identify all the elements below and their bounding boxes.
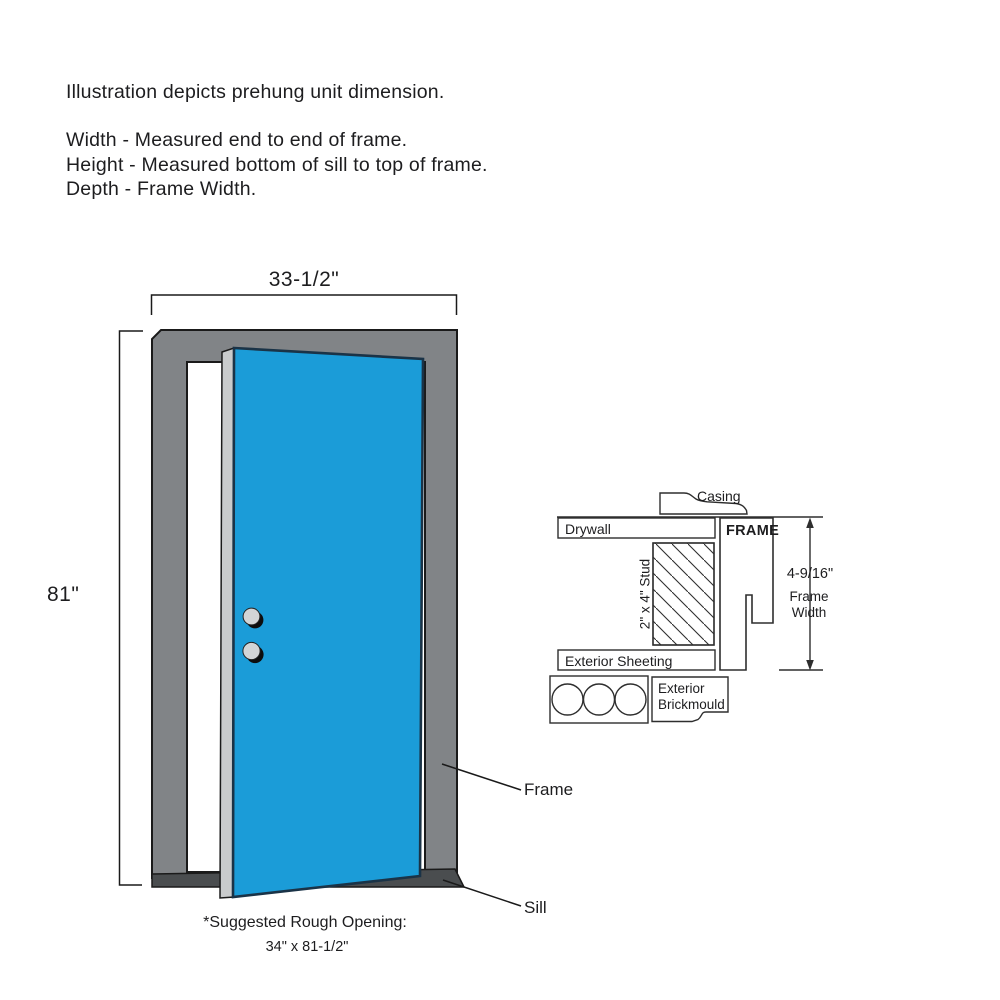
height-dimension-line — [120, 331, 144, 885]
brickmould-circle-3 — [615, 684, 646, 715]
exterior-sheeting-label: Exterior Sheeting — [565, 653, 673, 669]
frame-width-arrowhead-top — [806, 518, 814, 529]
frame-label: Frame — [524, 780, 574, 799]
drywall-label: Drywall — [565, 521, 611, 537]
casing-label: Casing — [697, 488, 741, 504]
sill-leader-line — [443, 880, 521, 906]
rough-opening-value: 34" x 81-1/2" — [265, 939, 349, 955]
deadbolt-knob — [243, 608, 260, 625]
frame-width-caption-line2: Width — [791, 604, 827, 620]
rough-opening-title: *Suggested Rough Opening: — [203, 914, 407, 931]
stud-label: 2" x 4" Stud — [637, 558, 653, 630]
brickmould-circle-2 — [584, 684, 615, 715]
brickmould-circle-1 — [552, 684, 583, 715]
frame-width-arrowhead-bottom — [806, 660, 814, 671]
brickmould-label-line1: Exterior — [658, 681, 705, 696]
stud-hatch-box — [653, 543, 714, 645]
height-definition: Height - Measured bottom of sill to top of frame. — [66, 153, 488, 176]
definitions-text — [66, 128, 488, 202]
depth-definition: Depth - Frame Width. — [66, 178, 257, 201]
brickmould-label-line2: Brickmould — [658, 696, 725, 712]
width-dimension-line — [152, 295, 457, 315]
height-dimension-value: 81" — [47, 583, 80, 606]
frame-width-caption-line1: Frame — [789, 589, 829, 604]
frame-width-value: 4-9/16" — [786, 566, 834, 582]
frame-section-label: FRAME — [726, 523, 780, 539]
door-knob — [243, 642, 260, 659]
frame-width-caption — [789, 589, 828, 620]
intro-text: Illustration depicts prehung unit dimension. — [66, 81, 445, 103]
width-definition: Width - Measured end to end of frame. — [66, 129, 408, 151]
door-unit-drawing — [152, 330, 464, 898]
frame-profile-shape — [720, 518, 773, 670]
width-dimension-value: 33-1/2" — [268, 268, 340, 291]
exterior-brickmould-label — [658, 681, 725, 712]
sill-label: Sill — [524, 898, 547, 917]
